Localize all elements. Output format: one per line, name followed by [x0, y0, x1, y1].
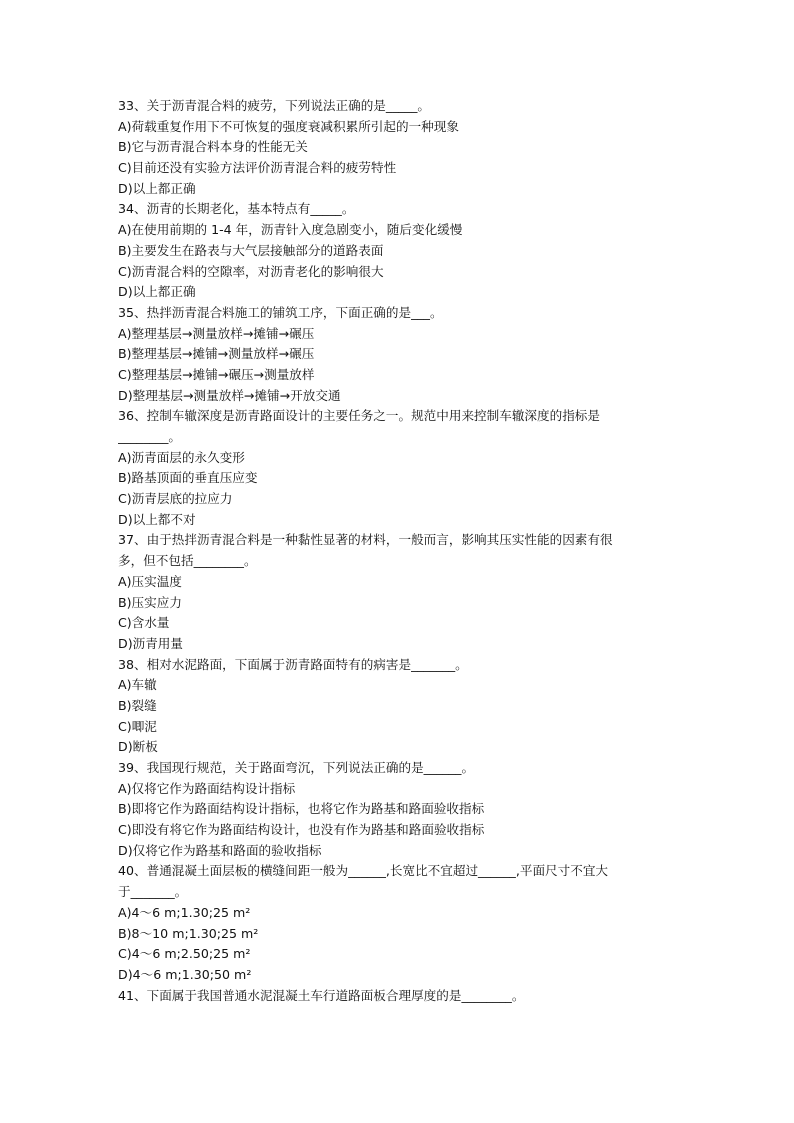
answer-option: C)目前还没有实验方法评价沥青混合料的疲劳特性: [118, 160, 397, 176]
answer-option: A)整理基层→测量放样→摊铺→碾压: [118, 325, 315, 341]
answer-option: D)以上都正确: [118, 284, 196, 300]
question-block: [118, 655, 678, 758]
question-block: [118, 406, 678, 530]
question-block: [118, 758, 678, 861]
answer-option: B)主要发生在路表与大气层接触部分的道路表面: [118, 242, 384, 258]
answer-option: A)荷载重复作用下不可恢复的强度衰减积累所引起的一种现象: [118, 118, 459, 134]
question-block: [118, 199, 678, 302]
answer-option: A)4～6 m;1.30;25 m²: [118, 904, 251, 920]
question-text: 37、由于热拌沥青混合料是一种黏性显著的材料，一般而言，影响其压实性能的因素有很: [118, 532, 613, 548]
question-text: 35、热拌沥青混合料施工的铺筑工序，下面正确的是___。: [118, 304, 443, 320]
question-text: 34、沥青的长期老化，基本特点有_____。: [118, 201, 355, 217]
answer-option: A)仅将它作为路面结构设计指标: [118, 780, 296, 796]
answer-option: D)4～6 m;1.30;50 m²: [118, 966, 252, 982]
answer-option: D)以上都不对: [118, 511, 196, 527]
question-text: 多，但不包括________。: [118, 553, 257, 569]
answer-option: A)车辙: [118, 677, 157, 693]
answer-option: D)以上都正确: [118, 180, 196, 196]
answer-option: A)在使用前期的 1-4 年，沥青针入度急剧变小，随后变化缓慢: [118, 222, 463, 238]
answer-option: D)断板: [118, 739, 158, 755]
question-list: [118, 96, 678, 1006]
answer-option: B)裂缝: [118, 697, 157, 713]
question-block: [118, 96, 678, 199]
answer-option: B)8～10 m;1.30;25 m²: [118, 925, 259, 941]
question-text: ________。: [118, 429, 181, 444]
answer-option: C)沥青混合料的空隙率，对沥青老化的影响很大: [118, 263, 384, 279]
answer-option: C)即没有将它作为路面结构设计，也没有作为路基和路面验收指标: [118, 822, 485, 838]
answer-option: A)压实温度: [118, 573, 182, 589]
answer-option: D)沥青用量: [118, 635, 183, 651]
answer-option: D)仅将它作为路基和路面的验收指标: [118, 842, 322, 858]
answer-option: B)即将它作为路面结构设计指标，也将它作为路基和路面验收指标: [118, 801, 485, 817]
question-text: 38、相对水泥路面，下面属于沥青路面特有的病害是_______。: [118, 656, 468, 672]
answer-option: D)整理基层→测量放样→摊铺→开放交通: [118, 387, 341, 403]
question-text: 41、下面属于我国普通水泥混凝土车行道路面板合理厚度的是________。: [118, 987, 525, 1003]
question-block: [118, 303, 678, 406]
answer-option: C)唧泥: [118, 718, 157, 734]
answer-option: C)整理基层→摊铺→碾压→测量放样: [118, 366, 315, 382]
question-text: 于_______。: [118, 884, 188, 900]
question-text: 33、关于沥青混合料的疲劳，下列说法正确的是_____。: [118, 98, 430, 113]
answer-option: C)沥青层底的拉应力: [118, 491, 233, 507]
answer-option: C)含水量: [118, 615, 170, 631]
question-text: 36、控制车辙深度是沥青路面设计的主要任务之一。规范中用来控制车辙深度的指标是: [118, 408, 600, 424]
question-block: [118, 986, 678, 1007]
question-block: [118, 530, 678, 654]
answer-option: B)压实应力: [118, 594, 182, 610]
question-text: 40、普通混凝土面层板的横缝间距一般为______,长宽比不宜超过______,平面尺寸不宜大: [118, 863, 609, 879]
question-text: 39、我国现行规范，关于路面弯沉，下列说法正确的是______。: [118, 760, 475, 775]
answer-option: B)它与沥青混合料本身的性能无关: [118, 139, 308, 155]
answer-option: B)路基顶面的垂直压应变: [118, 470, 258, 486]
answer-option: A)沥青面层的永久变形: [118, 449, 245, 465]
question-block: [118, 861, 678, 985]
answer-option: B)整理基层→摊铺→测量放样→碾压: [118, 346, 315, 362]
answer-option: C)4～6 m;2.50;25 m²: [118, 946, 251, 962]
